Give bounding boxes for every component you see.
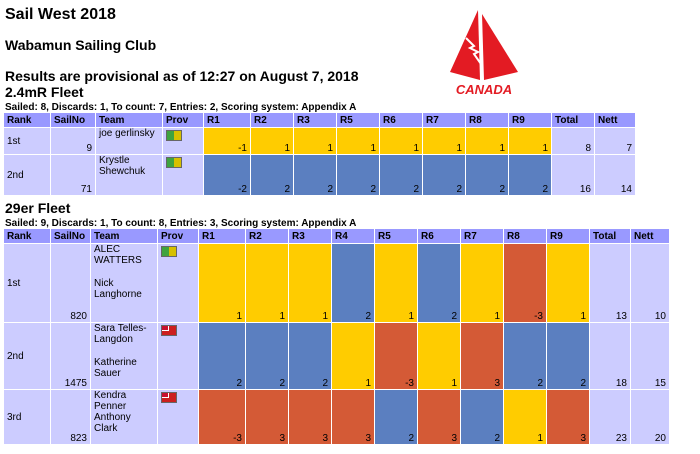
race-score-cell: 2 (418, 244, 460, 322)
race-score-cell: 1 (375, 244, 417, 322)
race-score-cell: 1 (246, 244, 288, 322)
column-header: Team (91, 229, 157, 243)
race-score-cell: -3 (199, 390, 245, 444)
results-table-24mr (3, 112, 636, 196)
column-header: SailNo (51, 229, 90, 243)
race-score-cell: -3 (504, 244, 546, 322)
race-score-cell: 2 (461, 390, 503, 444)
team-member-name: Shewchuk (99, 166, 146, 177)
column-header: Team (96, 113, 162, 127)
race-score-cell: 2 (466, 155, 508, 195)
logo-text: CANADA (455, 82, 513, 97)
sail-number-cell: 71 (51, 155, 95, 195)
column-header: SailNo (51, 113, 95, 127)
team-cell (96, 128, 162, 154)
race-score-cell: 2 (332, 244, 374, 322)
rank-cell: 3rd (4, 390, 50, 444)
province-cell (163, 128, 203, 154)
team-member-name: Langdon (94, 334, 133, 345)
total-cell: 13 (590, 244, 630, 322)
race-score-cell: 2 (504, 323, 546, 389)
race-score-cell: 1 (380, 128, 422, 154)
race-score-cell: 3 (418, 390, 460, 444)
team-member-name: Langhorne (94, 289, 142, 300)
event-title: Sail West 2018 (5, 6, 116, 23)
race-score-cell: 1 (294, 128, 336, 154)
race-score-cell: -3 (375, 323, 417, 389)
nett-cell: 14 (595, 155, 635, 195)
province-cell (163, 155, 203, 195)
team-member-name: ALEC (94, 244, 121, 255)
team-member-name: Kendra (94, 390, 127, 401)
race-score-cell: 1 (461, 244, 503, 322)
ontario-flag-icon (161, 325, 177, 336)
table-row (4, 390, 669, 444)
race-score-cell: 2 (251, 155, 293, 195)
team-member-name: WATTERS (94, 255, 142, 266)
total-cell: 8 (552, 128, 594, 154)
column-header: R7 (423, 113, 465, 127)
table-row (4, 128, 635, 154)
team-member (94, 323, 154, 345)
team-member-name: Katherine (94, 357, 137, 368)
results-table-29er (3, 228, 670, 445)
header-row (4, 113, 635, 127)
team-member (99, 155, 159, 166)
club-name: Wabamun Sailing Club (5, 37, 157, 53)
race-score-cell: 2 (246, 323, 288, 389)
column-header: Rank (4, 113, 50, 127)
column-header: R5 (337, 113, 379, 127)
ontario-flag-icon (161, 392, 177, 403)
race-score-cell: 3 (461, 323, 503, 389)
column-header: R8 (504, 229, 546, 243)
team-member (94, 357, 154, 379)
race-score-cell: 2 (547, 323, 589, 389)
team-member-name: Nick (94, 278, 114, 289)
team-cell (91, 390, 157, 444)
fleet-meta: Sailed: 9, Discards: 1, To count: 8, Entries: 3, Scoring system: Appendix A (5, 218, 357, 229)
sail-number-cell: 1475 (51, 323, 90, 389)
nett-cell: 15 (631, 323, 669, 389)
alberta-flag-icon (166, 130, 182, 141)
column-header: Prov (163, 113, 203, 127)
column-header: R6 (380, 113, 422, 127)
race-score-cell: 2 (423, 155, 465, 195)
race-score-cell: 3 (246, 390, 288, 444)
race-score-cell: 1 (289, 244, 331, 322)
table-row (4, 323, 669, 389)
alberta-flag-icon (161, 246, 177, 257)
province-cell (158, 323, 198, 389)
team-member-name: Sauer (94, 368, 121, 379)
column-header: Total (590, 229, 630, 243)
fleet-title: 29er Fleet (5, 200, 71, 216)
column-header: R1 (199, 229, 245, 243)
team-member-name: joe gerlinsky (99, 128, 155, 139)
column-header: Rank (4, 229, 50, 243)
team-member (99, 166, 159, 177)
team-member-name: Krystle (99, 155, 130, 166)
rank-cell: 2nd (4, 323, 50, 389)
race-score-cell: 1 (509, 128, 551, 154)
column-header: R1 (204, 113, 250, 127)
race-score-cell: 1 (332, 323, 374, 389)
team-cell (91, 323, 157, 389)
canada-sail-logo (448, 8, 520, 100)
race-score-cell: 2 (509, 155, 551, 195)
race-score-cell: 3 (547, 390, 589, 444)
race-score-cell: 1 (199, 244, 245, 322)
total-cell: 18 (590, 323, 630, 389)
sail-number-cell: 820 (51, 244, 90, 322)
column-header: R2 (251, 113, 293, 127)
column-header: R3 (294, 113, 336, 127)
race-score-cell: 1 (547, 244, 589, 322)
fleet-meta: Sailed: 8, Discards: 1, To count: 7, Entries: 2, Scoring system: Appendix A (5, 102, 357, 113)
race-score-cell: 1 (251, 128, 293, 154)
team-member (94, 278, 154, 300)
column-header: R8 (466, 113, 508, 127)
alberta-flag-icon (166, 157, 182, 168)
rank-cell: 1st (4, 128, 50, 154)
race-score-cell: 1 (423, 128, 465, 154)
column-header: R6 (418, 229, 460, 243)
sail-number-cell: 823 (51, 390, 90, 444)
team-member (94, 390, 154, 412)
race-score-cell: -1 (204, 128, 250, 154)
fleet-title: 2.4mR Fleet (5, 84, 84, 100)
race-score-cell: 3 (289, 390, 331, 444)
total-cell: 16 (552, 155, 594, 195)
race-score-cell: 2 (199, 323, 245, 389)
column-header: R7 (461, 229, 503, 243)
provisional-note: Results are provisional as of 12:27 on August 7, 2018 (5, 68, 359, 84)
team-member-name: Sara Telles- (94, 323, 147, 334)
nett-cell: 7 (595, 128, 635, 154)
race-score-cell: 2 (289, 323, 331, 389)
sail-number-cell: 9 (51, 128, 95, 154)
column-header: R2 (246, 229, 288, 243)
column-header: R5 (375, 229, 417, 243)
sail-left-shape (450, 10, 480, 80)
nett-cell: 20 (631, 390, 669, 444)
team-member-name: Anthony Clark (94, 412, 131, 434)
race-score-cell: 2 (337, 155, 379, 195)
column-header: Nett (631, 229, 669, 243)
column-header: Prov (158, 229, 198, 243)
nett-cell: 10 (631, 244, 669, 322)
province-cell (158, 390, 198, 444)
table-row (4, 244, 669, 322)
column-header: R3 (289, 229, 331, 243)
team-cell (96, 155, 162, 195)
race-score-cell: 1 (418, 323, 460, 389)
race-score-cell: 2 (375, 390, 417, 444)
race-score-cell: 1 (466, 128, 508, 154)
race-score-cell: -2 (204, 155, 250, 195)
sail-right-shape (482, 14, 518, 80)
header-row (4, 229, 669, 243)
team-member (99, 128, 159, 139)
team-member-name: Penner (94, 401, 127, 412)
race-score-cell: 1 (504, 390, 546, 444)
column-header: Nett (595, 113, 635, 127)
team-member (94, 412, 154, 434)
race-score-cell: 3 (332, 390, 374, 444)
team-cell (91, 244, 157, 322)
race-score-cell: 1 (337, 128, 379, 154)
rank-cell: 1st (4, 244, 50, 322)
column-header: R4 (332, 229, 374, 243)
race-score-cell: 2 (294, 155, 336, 195)
column-header: R9 (509, 113, 551, 127)
column-header: Total (552, 113, 594, 127)
team-member (94, 244, 154, 266)
total-cell: 23 (590, 390, 630, 444)
table-row (4, 155, 635, 195)
column-header: R9 (547, 229, 589, 243)
rank-cell: 2nd (4, 155, 50, 195)
race-score-cell: 2 (380, 155, 422, 195)
province-cell (158, 244, 198, 322)
